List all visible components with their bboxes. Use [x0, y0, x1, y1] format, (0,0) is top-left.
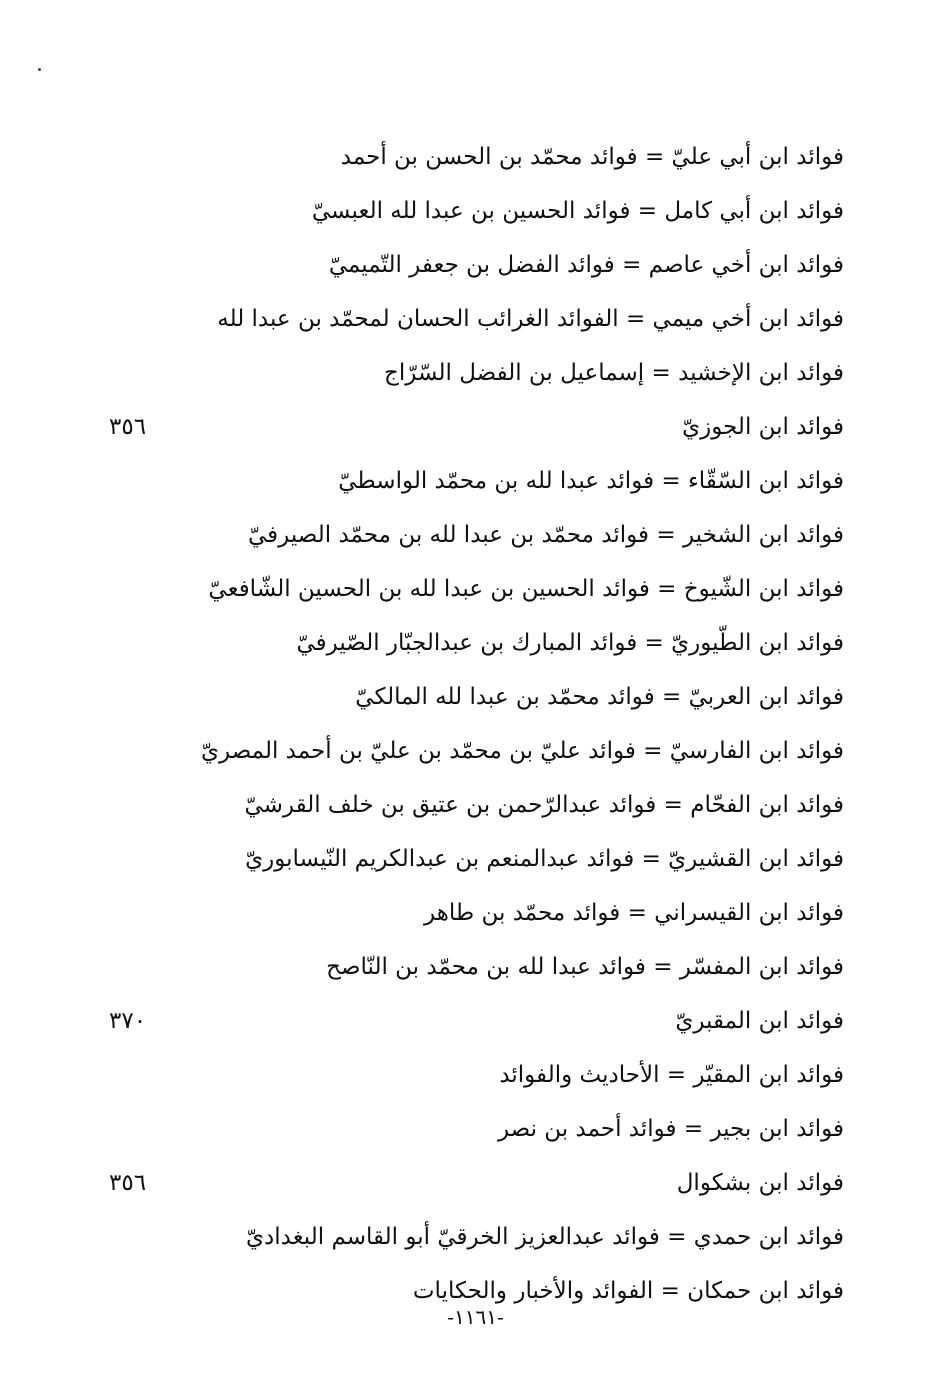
page-number: -١١٦١-: [447, 1305, 504, 1329]
entry-text: فوائد ابن حمكان = الفوائد والأخبار والحكايات: [412, 1278, 844, 1304]
index-entry: [104, 346, 844, 400]
index-entry: [104, 562, 844, 616]
entry-text: فوائد ابن الشّيوخ = فوائد الحسين بن عبدا لله بن الحسين الشّافعيّ: [208, 576, 844, 602]
entry-text: فوائد ابن القشيريّ = فوائد عبدالمنعم بن عبدالكريم النّيسابوريّ: [245, 846, 844, 872]
index-entry: [104, 1210, 844, 1264]
index-entry: [104, 670, 844, 724]
index-entry: [104, 616, 844, 670]
entry-text: فوائد ابن السّقّاء = فوائد عبدا لله بن محمّد الواسطيّ: [338, 468, 844, 494]
index-entry: [104, 778, 844, 832]
index-entry: [104, 292, 844, 346]
entry-page-number: ٣٥٦: [109, 1170, 147, 1196]
index-entry: [104, 130, 844, 184]
index-list: [104, 130, 844, 1318]
entry-text: فوائد ابن الجوزيّ: [682, 414, 844, 440]
index-entry: [104, 508, 844, 562]
index-entry: [104, 238, 844, 292]
entry-text: فوائد ابن الإخشيد = إسماعيل بن الفضل السّرّاج: [384, 360, 844, 386]
entry-page-number: ٣٧٠: [109, 1008, 147, 1034]
entry-text: فوائد ابن المفسّر = فوائد عبدا لله بن محمّد بن النّاصح: [326, 954, 844, 980]
index-entry: [104, 400, 844, 454]
index-entry: [104, 1048, 844, 1102]
entry-text: فوائد ابن بشكوال: [676, 1170, 844, 1196]
index-entry: [104, 184, 844, 238]
entry-text: فوائد ابن الفارسيّ = فوائد عليّ بن محمّد بن عليّ بن أحمد المصريّ: [201, 738, 844, 764]
entry-text: فوائد ابن المقبريّ: [675, 1008, 844, 1034]
entry-text: فوائد ابن أبي عليّ = فوائد محمّد بن الحسن بن أحمد: [340, 144, 844, 170]
entry-text: فوائد ابن الشخير = فوائد محمّد بن عبدا لله بن محمّد الصيرفيّ: [248, 522, 844, 548]
index-entry: [104, 832, 844, 886]
entry-page-number: ٣٥٦: [109, 414, 147, 440]
index-entry: [104, 454, 844, 508]
index-entry: [104, 994, 844, 1048]
entry-text: فوائد ابن أخي ميمي = الفوائد الغرائب الحسان لمحمّد بن عبدا لله: [217, 306, 844, 332]
entry-text: فوائد ابن أخي عاصم = فوائد الفضل بن جعفر التّميميّ: [328, 252, 844, 278]
entry-text: فوائد ابن حمدي = فوائد عبدالعزيز الخرقيّ أبو القاسم البغداديّ: [246, 1224, 844, 1250]
index-entry: [104, 886, 844, 940]
index-entry: [104, 1102, 844, 1156]
entry-text: فوائد ابن الطّيوريّ = فوائد المبارك بن عبدالجبّار الصّيرفيّ: [296, 630, 844, 656]
scan-speck: [38, 68, 41, 71]
entry-text: فوائد ابن الفحّام = فوائد عبدالرّحمن بن عتيق بن خلف القرشيّ: [244, 792, 844, 818]
index-entry: [104, 940, 844, 994]
entry-text: فوائد ابن بجير = فوائد أحمد بن نصر: [497, 1116, 844, 1142]
index-entry: [104, 1156, 844, 1210]
entry-text: فوائد ابن المقيّر = الأحاديث والفوائد: [499, 1062, 844, 1088]
entry-text: فوائد ابن القيسراني = فوائد محمّد بن طاهر: [424, 900, 844, 926]
entry-text: فوائد ابن العربيّ = فوائد محمّد بن عبدا لله المالكيّ: [355, 684, 844, 710]
index-entry: [104, 724, 844, 778]
entry-text: فوائد ابن أبي كامل = فوائد الحسين بن عبدا لله العبسيّ: [311, 198, 844, 224]
